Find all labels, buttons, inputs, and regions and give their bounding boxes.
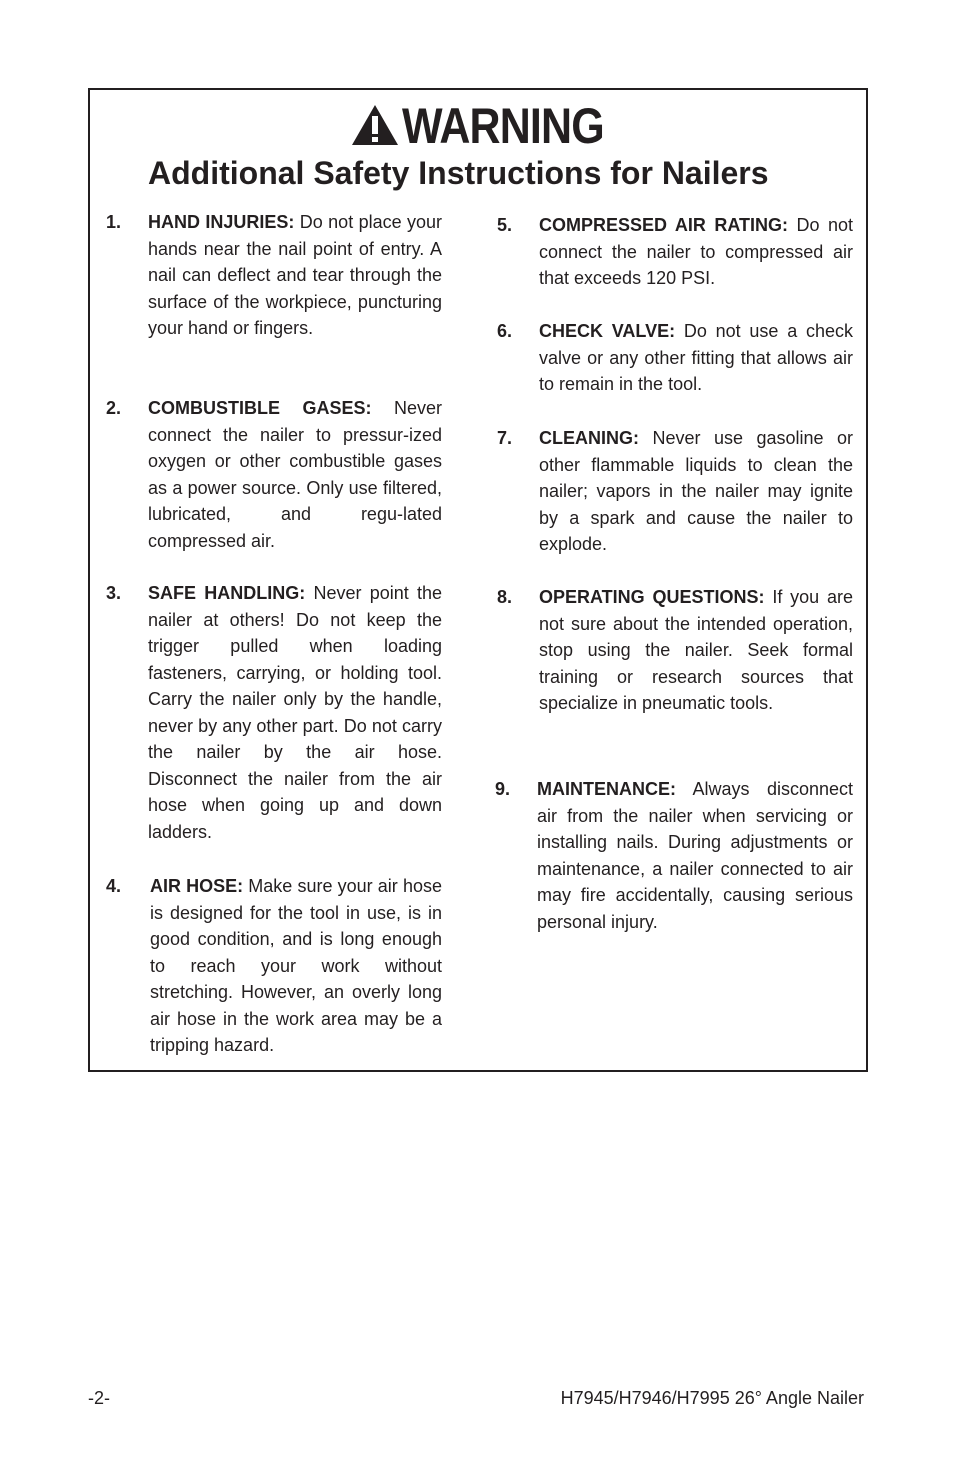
item-text: Never point the nailer at others! Do not keep the trigger pulled when loading fasteners, carrying, or holding tool. Carry the nailer only by the handle, never by any other part. Do not carry the nailer by the air hose. Disconnect the nailer from the air hose when going up and down ladders. — [148, 583, 442, 842]
item-number: 2. — [106, 398, 122, 418]
item-number: 9. — [495, 779, 511, 799]
item-heading: CLEANING: — [539, 428, 639, 448]
item-heading: OPERATING QUESTIONS: — [539, 587, 765, 607]
item-text: Always disconnect air from the nailer when servicing or installing nails. During adjustments or maintenance, a nailer connected to air may fire accidentally, causing serious personal injury. — [537, 779, 853, 932]
item-heading: HAND INJURIES: — [148, 212, 295, 232]
warning-triangle-icon — [350, 102, 400, 158]
item-text: Never use gasoline or other flammable liquids to clean the nailer; vapors in the nailer may ignite by a spark and cause the nailer to explode. — [539, 428, 853, 554]
warning-header — [90, 98, 866, 158]
item-text: Never connect the nailer to pressur-ized oxygen or other combustible gases as a power source. Only use filtered, lubricated, and regu-lated compressed air. — [148, 398, 442, 551]
page-number: -2- — [88, 1388, 110, 1408]
item-heading: AIR HOSE: — [150, 876, 244, 896]
item-text: If you are not sure about the intended operation, stop using the nailer. Seek formal training or research sources that specialize in pneumatic tools. — [539, 587, 853, 713]
instruction-item — [106, 395, 442, 554]
item-heading: COMBUSTIBLE GASES: — [148, 398, 372, 418]
instruction-item — [497, 212, 853, 292]
item-heading: SAFE HANDLING: — [148, 583, 306, 603]
instruction-item — [106, 873, 442, 1059]
item-heading: COMPRESSED AIR RATING: — [539, 215, 788, 235]
instruction-item — [497, 584, 853, 717]
section-title: Additional Safety Instructions for Nailers — [148, 155, 769, 191]
item-number: 4. — [106, 876, 122, 896]
item-text: Make sure your air hose is designed for the tool in use, is in good condition, and is long enough to reach your work without stretching. However, an overly long air hose in the work area may be a tripping hazard. — [150, 876, 442, 1055]
instruction-item — [497, 318, 854, 398]
item-number: 5. — [497, 215, 513, 235]
item-number: 8. — [497, 587, 513, 607]
item-text: Do not place your hands near the nail point of entry. A nail can deflect and tear through the surface of the workpiece, puncturing your hand or fingers. — [148, 212, 443, 338]
instruction-item — [497, 425, 853, 558]
instruction-item — [495, 776, 853, 935]
item-number: 6. — [497, 321, 513, 341]
item-number: 3. — [106, 583, 122, 603]
item-number: 7. — [497, 428, 513, 448]
item-number: 1. — [106, 212, 122, 232]
instruction-item — [106, 209, 443, 342]
item-heading: MAINTENANCE: — [537, 779, 676, 799]
instruction-item — [106, 580, 442, 845]
warning-label: WARNING — [401, 98, 604, 154]
item-heading: CHECK VALVE: — [539, 321, 676, 341]
item-text: Do not connect the nailer to compressed air that exceeds 120 PSI. — [539, 215, 853, 288]
model-footer: H7945/H7946/H7995 26° Angle Nailer — [560, 1388, 864, 1408]
item-text: Do not use a check valve or any other fitting that allows air to remain in the tool. — [539, 321, 854, 394]
warning-box — [88, 88, 868, 1072]
